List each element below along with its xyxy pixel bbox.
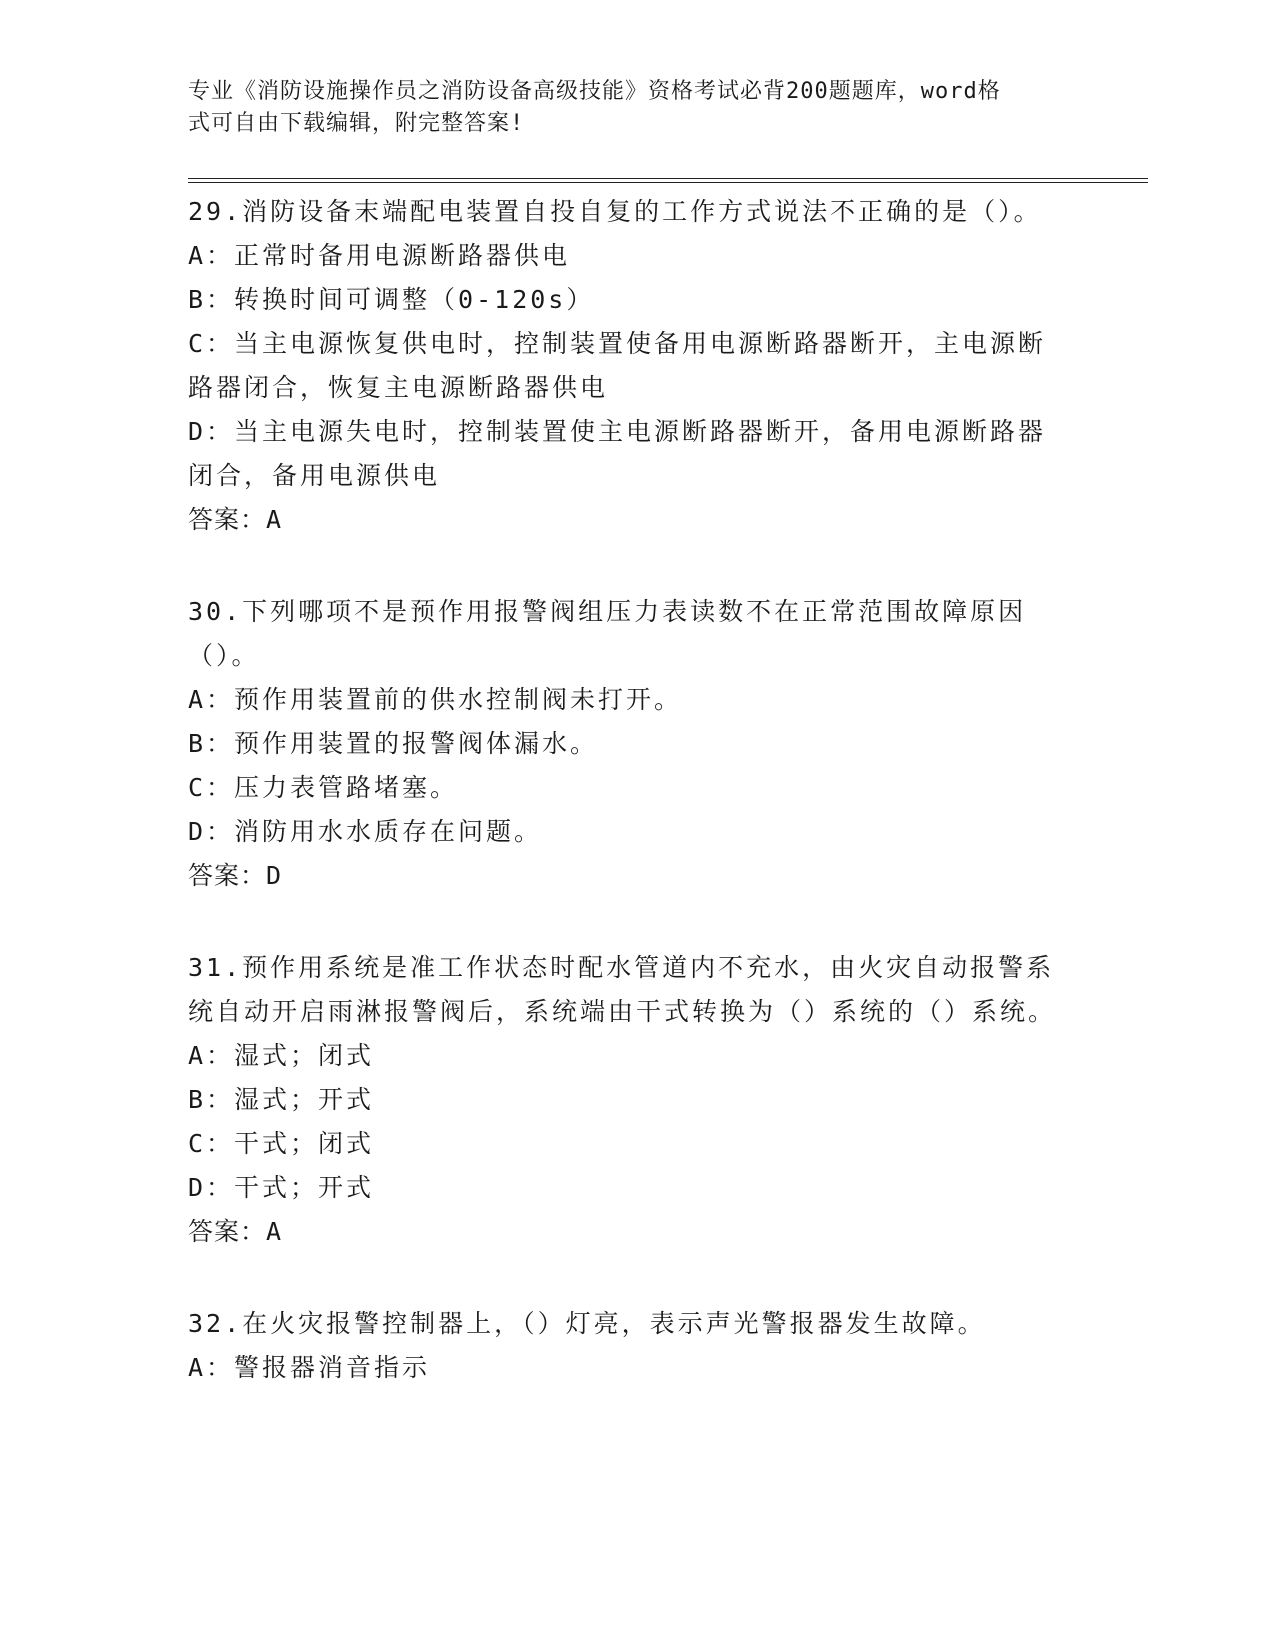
question-stem: 29.消防设备末端配电装置自投自复的工作方式说法不正确的是（）。 [188,197,1042,226]
option-b: B：转换时间可调整（0-120s） [188,285,595,314]
question-32 [188,1302,1068,1390]
document-header [188,76,1068,140]
header-divider-top [188,178,1148,179]
answer-value: A [266,505,283,534]
header-line-2: 式可自由下载编辑，附完整答案! [188,111,525,136]
option-d: D：当主电源失电时，控制装置使主电源断路器断开，备用电源断路器闭合，备用电源供电 [188,417,1047,490]
option-a: A：湿式；闭式 [188,1041,375,1070]
option-b: B：预作用装置的报警阀体漏水。 [188,729,599,758]
answer-label: 答案： [188,861,267,890]
option-d: D：消防用水水质存在问题。 [188,817,543,846]
option-a: A：预作用装置前的供水控制阀未打开。 [188,685,683,714]
option-a: A：警报器消音指示 [188,1353,431,1382]
answer-value: A [266,1217,283,1246]
answer-line [188,854,1068,898]
option-c: C：压力表管路堵塞。 [188,773,459,802]
answer-label: 答案： [188,1217,267,1246]
answer-line [188,498,1068,542]
answer-label: 答案： [188,505,267,534]
question-list [188,190,1068,1438]
answer-line [188,1210,1068,1254]
option-c: C：干式；闭式 [188,1129,375,1158]
option-a: A：正常时备用电源断路器供电 [188,241,571,270]
question-stem: 32.在火灾报警控制器上，（）灯亮，表示声光警报器发生故障。 [188,1309,986,1338]
question-31 [188,946,1068,1254]
question-30 [188,590,1068,898]
question-stem: 30.下列哪项不是预作用报警阀组压力表读数不在正常范围故障原因（）。 [188,597,1027,670]
question-29 [188,190,1068,542]
option-c: C：当主电源恢复供电时，控制装置使备用电源断路器断开，主电源断路器闭合，恢复主电源断路器供电 [188,329,1047,402]
answer-value: D [266,861,283,890]
header-line-1: 专业《消防设施操作员之消防设备高级技能》资格考试必背200题题库，word格 [188,79,1001,104]
header-divider-bottom [188,182,1148,183]
question-stem: 31.预作用系统是准工作状态时配水管道内不充水，由火灾自动报警系统自动开启雨淋报警阀后，系统端由干式转换为（）系统的（）系统。 [188,953,1057,1026]
option-d: D：干式；开式 [188,1173,375,1202]
option-b: B：湿式；开式 [188,1085,375,1114]
